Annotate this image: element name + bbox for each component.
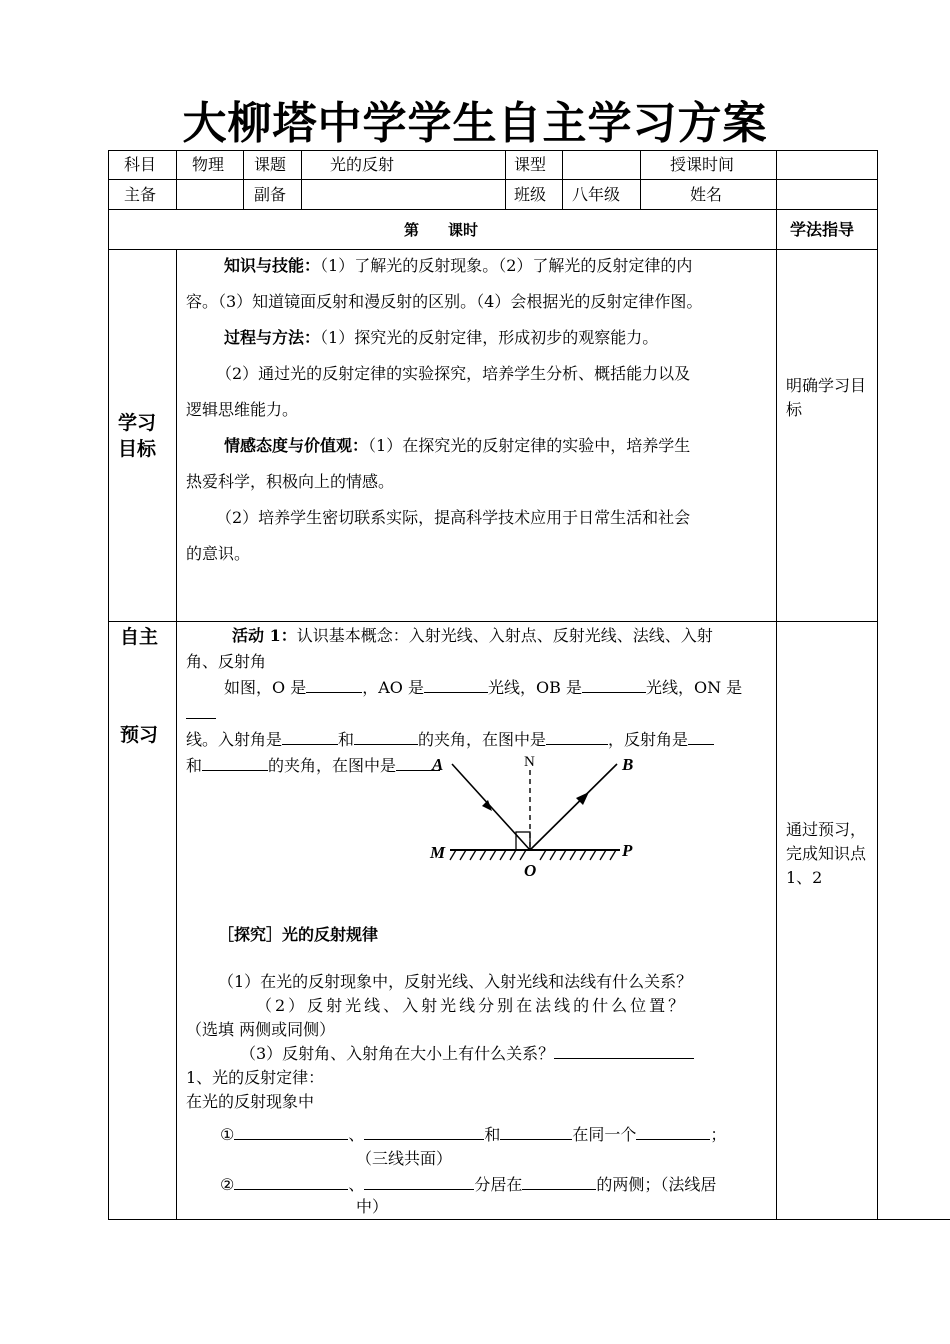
- goals-emotion-text1: （1）在探究光的反射定律的实验中，培养学生: [368, 436, 691, 455]
- goals-emotion-text2: 热爱科学，积极向上的情感。: [186, 472, 395, 491]
- law-intro: 在光的反射现象中: [186, 1092, 315, 1111]
- blank[interactable]: [554, 1043, 694, 1059]
- goals-knowledge-text2: 容。（3）知道镜面反射和漫反射的区别。（4）会根据光的反射定律作图。: [186, 292, 703, 311]
- guide-header: 学法指导: [790, 220, 855, 239]
- blank[interactable]: [500, 1124, 572, 1140]
- table-line-c7: [776, 150, 777, 1220]
- topic-label: 课题: [254, 155, 287, 174]
- topic-value: 光的反射: [330, 155, 395, 174]
- label-O: O: [524, 861, 537, 880]
- goals-label: 学习目标: [118, 412, 157, 460]
- label-P: P: [622, 841, 633, 860]
- law-title: 1、光的反射定律：: [186, 1068, 325, 1087]
- blank[interactable]: [636, 1124, 710, 1140]
- blank[interactable]: [282, 729, 338, 745]
- class-value: 八年级: [572, 185, 621, 204]
- label-N: N: [524, 754, 535, 770]
- period-suffix: 课时: [448, 221, 479, 239]
- goals-process-line1: [186, 320, 770, 356]
- table-line-c6: [640, 150, 641, 209]
- question-1: （1）在光的反射现象中，反射光线、入射光线和法线有什么关系？: [218, 972, 693, 991]
- explore-title: ［探究］光的反射规律: [218, 925, 379, 944]
- table-line-c3: [301, 150, 302, 209]
- blank[interactable]: [234, 1174, 348, 1190]
- question-3: （3）反射角、入射角在大小上有什么关系？: [186, 1042, 770, 1066]
- law-line2-note: 中）: [356, 1197, 389, 1216]
- table-line-left: [108, 150, 109, 1220]
- goals-process-title: 过程与方法：: [224, 328, 321, 347]
- goals-knowledge-text1: （1）了解光的反射现象。（2）了解光的反射定律的内: [320, 256, 693, 275]
- table-line-row2: [108, 209, 878, 210]
- blank[interactable]: [306, 677, 362, 693]
- activity-text: 认识基本概念：入射光线、入射点、反射光线、法线、入射: [296, 626, 713, 645]
- activity-line1: [186, 623, 770, 649]
- type-label: 课型: [514, 155, 547, 174]
- table-line-row4: [108, 621, 878, 622]
- blank[interactable]: [234, 1124, 348, 1140]
- question-2: （2）反射光线、入射光线分别在法线的什么位置？: [256, 996, 688, 1015]
- blank[interactable]: [424, 677, 488, 693]
- table-line-top: [108, 150, 878, 151]
- blank[interactable]: [522, 1174, 596, 1190]
- time-label: 授课时间: [670, 155, 735, 174]
- reflected-ray: [530, 764, 617, 850]
- name-label: 姓名: [690, 185, 723, 204]
- table-line-c1: [176, 150, 177, 209]
- table-line-right: [877, 150, 878, 1220]
- table-line-c1b: [176, 249, 177, 1220]
- law-line1: ① 、 和 在同一个 ；: [220, 1125, 727, 1144]
- table-line-c5: [562, 150, 563, 209]
- table-line-c2: [243, 150, 244, 209]
- fill-line1: 如图，O 是 ，AO 是 光线，OB 是 光线，ON 是: [186, 675, 770, 727]
- table-line-bottom: [108, 1219, 950, 1220]
- goals-process-text3: 逻辑思维能力。: [186, 400, 299, 419]
- question-2-note: （选填 两侧或同侧）: [186, 1020, 336, 1039]
- fill-line2: 线。入射角是 和 的夹角，在图中是 ，反射角是: [186, 727, 770, 753]
- subject-value: 物理: [192, 155, 225, 174]
- blank[interactable]: [354, 729, 418, 745]
- subject-label: 科目: [124, 155, 157, 174]
- goals-emotion-text4: 的意识。: [186, 544, 251, 563]
- blank[interactable]: [202, 755, 268, 771]
- lead-label: 主备: [124, 185, 157, 204]
- label-B: B: [622, 755, 634, 774]
- incident-ray: [452, 764, 530, 850]
- label-M: M: [430, 843, 446, 862]
- goals-process-text1: （1）探究光的反射定律，形成初步的观察能力。: [320, 328, 659, 347]
- activity-text2: 角、反射角: [186, 652, 267, 671]
- law-line2: ② 、 分居在 的两侧；（法线居: [220, 1175, 717, 1194]
- preview-label-1: 自主: [120, 626, 159, 648]
- goals-content: [186, 248, 770, 572]
- table-line-c4: [505, 150, 506, 209]
- assist-label: 副备: [254, 185, 287, 204]
- page-title: 大柳塔中学学生自主学习方案: [182, 98, 768, 149]
- goals-emotion-title: 情感态度与价值观：: [224, 436, 369, 455]
- blank[interactable]: [186, 703, 216, 719]
- class-label: 班级: [514, 185, 547, 204]
- fill-line3: 和 的夹角，在图中是: [186, 753, 770, 779]
- table-line-row1: [108, 179, 878, 180]
- explore-questions: [186, 970, 770, 1114]
- preview-label-2: 预习: [120, 724, 159, 746]
- blank[interactable]: [364, 1174, 474, 1190]
- period-label: 第: [404, 221, 420, 239]
- goals-process-text2: （2）通过光的反射定律的实验探究，培养学生分析、概括能力以及: [216, 364, 691, 383]
- preview-guide: 通过预习，完成知识点 1、2: [786, 820, 867, 887]
- goals-emotion-text3: （2）培养学生密切联系实际，提高科学技术应用于日常生活和社会: [216, 508, 691, 527]
- label-A: A: [432, 755, 444, 774]
- activity-title: 活动 1：: [232, 626, 297, 645]
- law-line1-note: （三线共面）: [356, 1149, 453, 1168]
- blank[interactable]: [582, 677, 646, 693]
- reflection-diagram: [420, 750, 640, 885]
- goals-knowledge-line1: [186, 248, 770, 284]
- blank[interactable]: [364, 1124, 484, 1140]
- blank[interactable]: [546, 729, 608, 745]
- goals-knowledge-title: 知识与技能：: [224, 256, 321, 275]
- blank[interactable]: [688, 729, 714, 745]
- mirror-hatching: [450, 850, 616, 860]
- goals-guide: 明确学习目标: [786, 376, 867, 419]
- goals-emotion-line1: [186, 428, 770, 464]
